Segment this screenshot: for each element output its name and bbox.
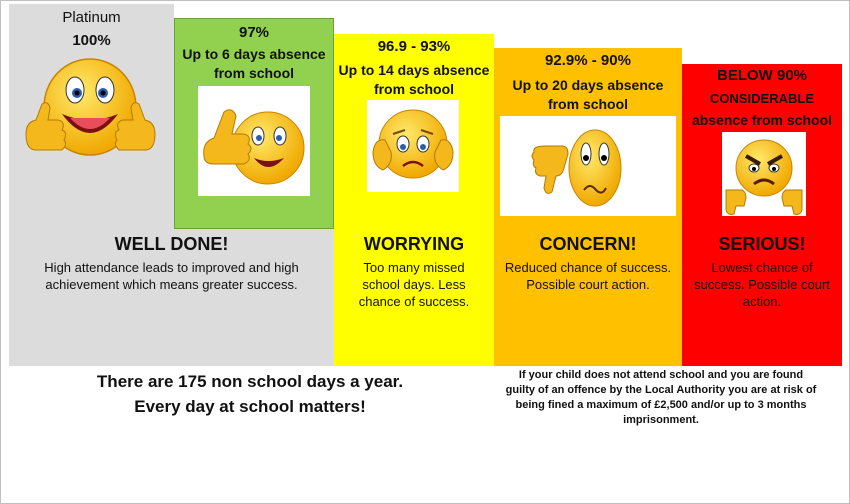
red-line2: CONSIDERABLE [709,91,814,106]
serious-heading: SERIOUS! [718,234,806,254]
concern-heading: CONCERN! [539,234,637,254]
red-percent: BELOW 90% [716,67,807,84]
red-line3: absence from school [691,112,833,128]
worried-emoji-icon [367,100,459,192]
concern-text: Reduced chance of success. Possible court action. [504,260,672,292]
yellow-description: Up to 14 days absence from school [338,62,490,97]
serious-text: Lowest chance of success. Possible court action. [694,260,830,309]
grinning-thumbs-up-emoji-icon [18,52,163,167]
platinum-percent: 100% [72,32,111,49]
amber-percent: 92.9% - 90% [545,52,631,69]
legal-warning-text: If your child does not attend school and you are found guilty of an offence by the Local Authority you are at risk of being fined a maximum of £2,500 and/or up to 3 months imprisonment. [505,369,817,426]
worrying-heading: WORRYING [363,234,465,254]
platinum-label: Platinum [62,9,121,26]
green-description: Up to 6 days absence from school [182,46,326,81]
angry-thumbs-down-emoji-icon [722,132,806,216]
yellow-percent: 96.9 - 93% [377,38,451,55]
non-school-days-text: There are 175 non school days a year. [96,372,404,391]
amber-description: Up to 20 days absence from school [512,77,664,112]
well-done-heading: WELL DONE! [114,234,229,254]
winking-thumbs-up-emoji-icon [198,86,310,196]
worrying-text: Too many missed school days. Less chance of success. [358,260,470,309]
every-day-matters-text: Every day at school matters! [134,397,366,416]
well-done-text: High attendance leads to improved and high achievement which means greater success. [44,260,299,292]
confused-thumbs-down-emoji-icon [500,116,676,216]
green-percent: 97% [238,24,270,41]
